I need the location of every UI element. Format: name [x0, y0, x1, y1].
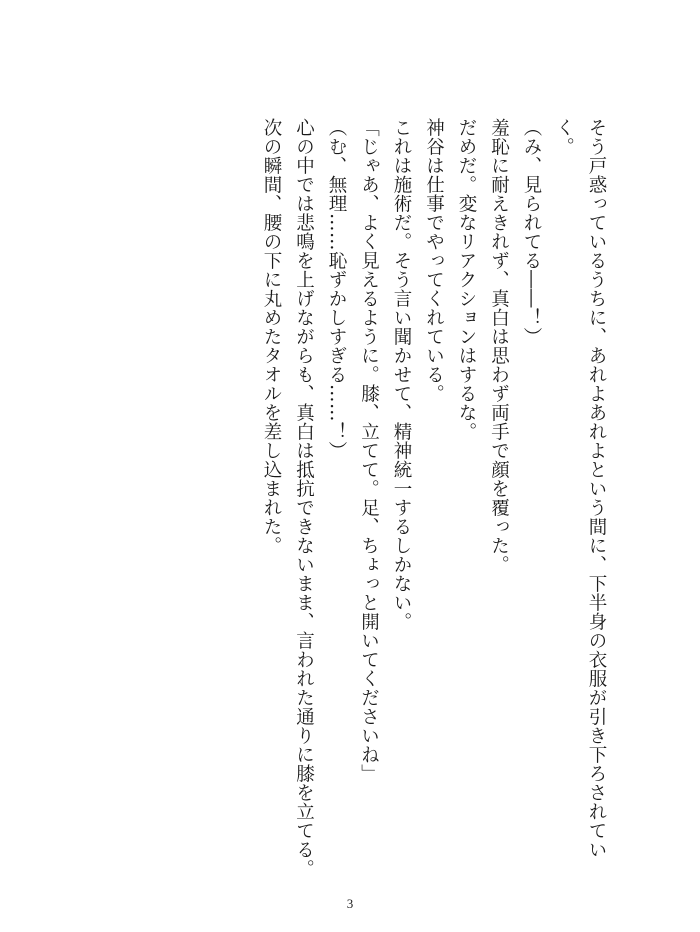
text-line: 心の中では悲鳴を上げながらも、真白は抵抗できないまま、言われた通りに膝を立てる。 — [293, 118, 315, 878]
text-line: （む、無理……恥ずかしすぎる……！） — [326, 118, 347, 460]
vertical-body-text — [255, 118, 613, 878]
page-number: 3 — [346, 896, 354, 911]
text-line: だめだ。変なリアクションはするな。 — [456, 118, 477, 441]
text-line: 次の瞬間、腰の下に丸めたタオルを差し込まれた。 — [261, 118, 282, 555]
text-line: 羞恥に耐えきれず、真白は思わず両手で顔を覆った。 — [488, 118, 510, 574]
text-line: く。 — [553, 118, 575, 156]
text-line: 神谷は仕事でやってくれている。 — [423, 118, 445, 403]
text-line: これは施術だ。そう言い聞かせて、精神統一するしかない。 — [391, 118, 412, 631]
text-line: （み、見られてる――！） — [521, 118, 542, 346]
text-line: 「じゃあ、よく見えるように。膝、立てて。足、ちょっと開いてくださいね」 — [358, 118, 380, 783]
text-line: そう戸惑っているうちに、あれよあれよという間に、下半身の衣服が引き下ろされてい — [586, 118, 607, 859]
